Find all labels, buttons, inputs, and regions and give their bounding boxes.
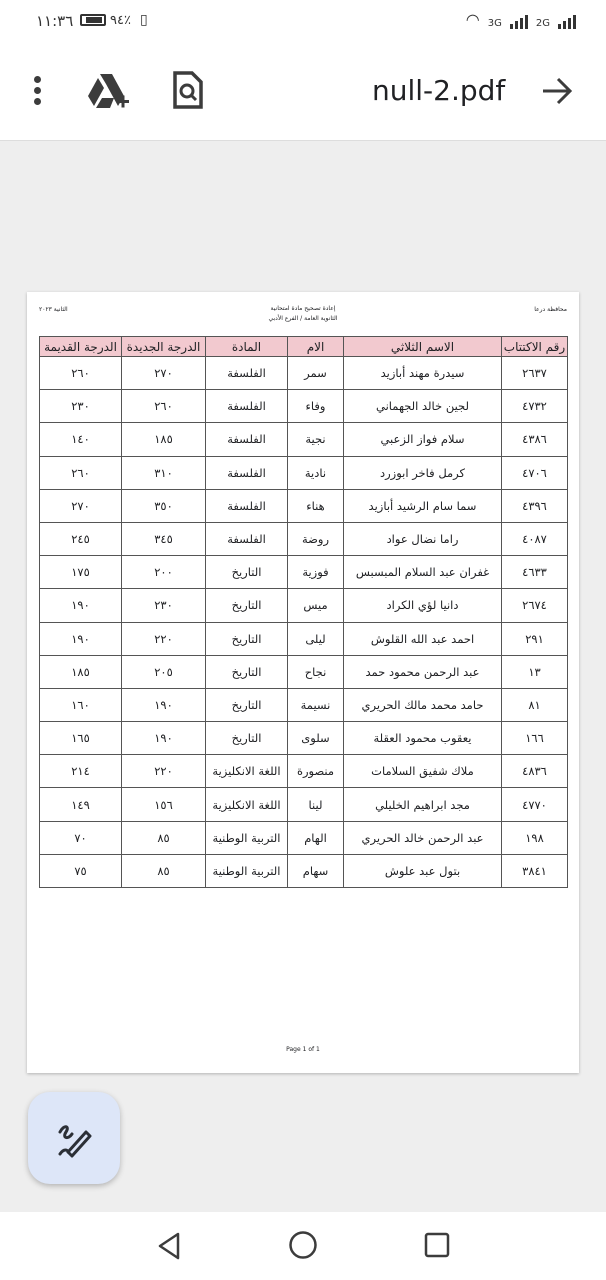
table-row: [40, 655, 568, 688]
mother-name-cell: ميس: [288, 589, 344, 622]
old-grade-cell: ٢٦٠: [40, 456, 122, 489]
old-grade-cell: ١٧٥: [40, 556, 122, 589]
back-icon[interactable]: [156, 1232, 182, 1260]
student-name-cell: غفران عبد السلام المبسبس: [344, 556, 502, 589]
mother-name-cell: وفاء: [288, 390, 344, 423]
exam-number-cell: ١٩٨: [502, 821, 568, 854]
student-name-cell: لجين خالد الجهماني: [344, 390, 502, 423]
new-grade-cell: ٣٤٥: [122, 522, 206, 555]
student-name-cell: احمد عبد الله القلوش: [344, 622, 502, 655]
old-grade-cell: ١٦٥: [40, 722, 122, 755]
old-grade-cell: ٢٣٠: [40, 390, 122, 423]
table-row: [40, 423, 568, 456]
student-name-cell: يعقوب محمود العقلة: [344, 722, 502, 755]
new-grade-cell: ١٩٠: [122, 722, 206, 755]
subject-cell: الفلسفة: [206, 357, 288, 390]
mother-name-cell: فوزية: [288, 556, 344, 589]
subject-cell: التاريخ: [206, 688, 288, 721]
exam-number-cell: ٤٧٧٠: [502, 788, 568, 821]
mother-name-cell: لينا: [288, 788, 344, 821]
exam-number-cell: ٤٧٣٢: [502, 390, 568, 423]
new-grade-cell: ٢٣٠: [122, 589, 206, 622]
pdf-page[interactable]: [27, 292, 579, 1073]
drive-add-icon[interactable]: [86, 72, 130, 112]
vibrate-icon: ▯: [140, 12, 148, 28]
new-grade-cell: ٢٠٠: [122, 556, 206, 589]
old-grade-cell: ١٩٠: [40, 589, 122, 622]
page-footer: Page 1 of 1: [286, 1046, 320, 1053]
exam-number-cell: ٢٦٣٧: [502, 357, 568, 390]
subject-cell: اللغة الانكليزية: [206, 755, 288, 788]
subject-cell: التاريخ: [206, 556, 288, 589]
student-name-cell: عبد الرحمن خالد الحريري: [344, 821, 502, 854]
navigation-bar: [0, 1212, 606, 1280]
status-bar: [0, 0, 606, 44]
old-grade-cell: ٧٠: [40, 821, 122, 854]
annotate-button[interactable]: [28, 1092, 120, 1184]
mother-name-cell: نادية: [288, 456, 344, 489]
subject-cell: الفلسفة: [206, 390, 288, 423]
status-time: ١١:٣٦: [36, 12, 74, 30]
student-name-cell: سيدرة مهند أبازيد: [344, 357, 502, 390]
forward-arrow-icon[interactable]: [540, 74, 574, 108]
table-header-row: [40, 337, 568, 357]
subject-cell: التاريخ: [206, 589, 288, 622]
old-grade-cell: ١٩٠: [40, 622, 122, 655]
header-governorate: محافظة درعا: [534, 306, 567, 313]
subject-cell: التاريخ: [206, 722, 288, 755]
table-row: [40, 722, 568, 755]
column-header: الام: [288, 337, 344, 357]
network-label-2g: 2G: [535, 18, 550, 29]
old-grade-cell: ٢٤٥: [40, 522, 122, 555]
table-row: [40, 755, 568, 788]
column-header: الدرجة القديمة: [40, 337, 122, 357]
old-grade-cell: ٢٧٠: [40, 489, 122, 522]
student-name-cell: عبد الرحمن محمود حمد: [344, 655, 502, 688]
exam-number-cell: ٤٣٩٦: [502, 489, 568, 522]
annotate-pen-icon: [54, 1118, 94, 1158]
mother-name-cell: منصورة: [288, 755, 344, 788]
old-grade-cell: ٢٦٠: [40, 357, 122, 390]
subject-cell: التاريخ: [206, 622, 288, 655]
mother-name-cell: نجاح: [288, 655, 344, 688]
wifi-icon: ◠: [465, 10, 480, 29]
battery-percent: ٩٤٪: [110, 13, 131, 28]
subject-cell: التربية الوطنية: [206, 854, 288, 887]
table-row: [40, 688, 568, 721]
table-row: [40, 390, 568, 423]
subject-cell: الفلسفة: [206, 522, 288, 555]
toolbar: [0, 44, 606, 141]
old-grade-cell: ١٤٩: [40, 788, 122, 821]
exam-number-cell: ٢٩١: [502, 622, 568, 655]
header-title-line-1: إعادة تصحيح مادة امتحانية: [270, 305, 336, 312]
table-row: [40, 357, 568, 390]
mother-name-cell: نسيمة: [288, 688, 344, 721]
exam-number-cell: ١٦٦: [502, 722, 568, 755]
subject-cell: الفلسفة: [206, 423, 288, 456]
header-session: الثانية ٢٠٢٣: [39, 306, 68, 313]
battery-icon: [80, 14, 106, 26]
exam-number-cell: ٤٠٨٧: [502, 522, 568, 555]
subject-cell: التربية الوطنية: [206, 821, 288, 854]
old-grade-cell: ٧٥: [40, 854, 122, 887]
student-name-cell: بتول عبد علوش: [344, 854, 502, 887]
old-grade-cell: ١٤٠: [40, 423, 122, 456]
table-row: [40, 821, 568, 854]
header-title: [27, 304, 579, 324]
grades-table: [39, 336, 568, 888]
exam-number-cell: ٤٦٣٣: [502, 556, 568, 589]
mother-name-cell: الهام: [288, 821, 344, 854]
home-icon[interactable]: [288, 1230, 318, 1260]
search-doc-icon[interactable]: [172, 70, 204, 110]
mother-name-cell: نجية: [288, 423, 344, 456]
student-name-cell: دانيا لؤي الكراد: [344, 589, 502, 622]
exam-number-cell: ٤٧٠٦: [502, 456, 568, 489]
exam-number-cell: ٣٨٤١: [502, 854, 568, 887]
student-name-cell: حامد محمد مالك الحريري: [344, 688, 502, 721]
table-row: [40, 456, 568, 489]
exam-number-cell: ١٣: [502, 655, 568, 688]
exam-number-cell: ٢٦٧٤: [502, 589, 568, 622]
mother-name-cell: روضة: [288, 522, 344, 555]
exam-number-cell: ٤٨٣٦: [502, 755, 568, 788]
column-header: الدرجة الجديدة: [122, 337, 206, 357]
new-grade-cell: ٢٢٠: [122, 755, 206, 788]
student-name-cell: راما نضال عواد: [344, 522, 502, 555]
mother-name-cell: سمر: [288, 357, 344, 390]
new-grade-cell: ٢٠٥: [122, 655, 206, 688]
column-header: المادة: [206, 337, 288, 357]
table-row: [40, 589, 568, 622]
subject-cell: الفلسفة: [206, 489, 288, 522]
table-row: [40, 788, 568, 821]
table-row: [40, 522, 568, 555]
signal-icon-2: [558, 13, 576, 29]
new-grade-cell: ٣١٠: [122, 456, 206, 489]
new-grade-cell: ٨٥: [122, 821, 206, 854]
new-grade-cell: ٢٧٠: [122, 357, 206, 390]
old-grade-cell: ١٦٠: [40, 688, 122, 721]
old-grade-cell: ٢١٤: [40, 755, 122, 788]
student-name-cell: مجد ابراهيم الخليلي: [344, 788, 502, 821]
column-header: الاسم الثلاثي: [344, 337, 502, 357]
new-grade-cell: ١٨٥: [122, 423, 206, 456]
recents-icon[interactable]: [424, 1232, 450, 1258]
mother-name-cell: ليلى: [288, 622, 344, 655]
exam-number-cell: ٤٣٨٦: [502, 423, 568, 456]
signal-icon: [510, 13, 528, 29]
old-grade-cell: ١٨٥: [40, 655, 122, 688]
status-icons: [466, 10, 576, 29]
column-header: رقم الاكتتاب: [502, 337, 568, 357]
more-vert-icon[interactable]: [26, 74, 48, 110]
table-row: [40, 556, 568, 589]
subject-cell: اللغة الانكليزية: [206, 788, 288, 821]
student-name-cell: سما سام الرشيد أبازيد: [344, 489, 502, 522]
student-name-cell: كرمل فاخر ابوزرد: [344, 456, 502, 489]
student-name-cell: ملاك شفيق السلامات: [344, 755, 502, 788]
new-grade-cell: ٢٢٠: [122, 622, 206, 655]
new-grade-cell: ١٥٦: [122, 788, 206, 821]
mother-name-cell: سهام: [288, 854, 344, 887]
new-grade-cell: ٣٥٠: [122, 489, 206, 522]
new-grade-cell: ٢٦٠: [122, 390, 206, 423]
new-grade-cell: ١٩٠: [122, 688, 206, 721]
table-row: [40, 854, 568, 887]
new-grade-cell: ٨٥: [122, 854, 206, 887]
mother-name-cell: هناء: [288, 489, 344, 522]
table-row: [40, 489, 568, 522]
mother-name-cell: سلوى: [288, 722, 344, 755]
student-name-cell: سلام فواز الزعبي: [344, 423, 502, 456]
subject-cell: الفلسفة: [206, 456, 288, 489]
exam-number-cell: ٨١: [502, 688, 568, 721]
table-row: [40, 622, 568, 655]
subject-cell: التاريخ: [206, 655, 288, 688]
network-label-3g: 3G: [487, 18, 502, 29]
file-name: null-2.pdf: [372, 74, 506, 107]
header-title-line-2: الثانوية العامة / الفرع الأدبي: [268, 315, 338, 322]
